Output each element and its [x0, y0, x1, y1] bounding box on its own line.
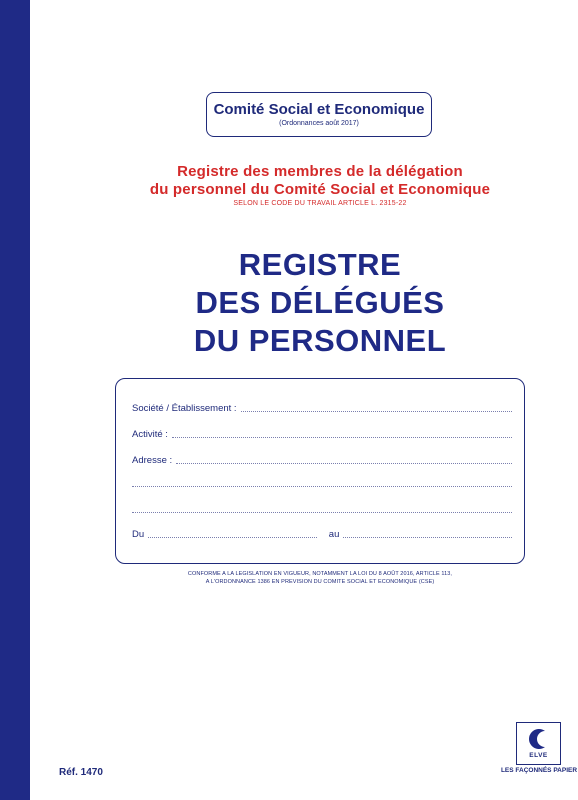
- logo-brand: ELVE: [529, 752, 548, 759]
- legal-notice: [150, 570, 490, 586]
- company-info-form: [115, 378, 525, 564]
- du-field[interactable]: [148, 536, 317, 538]
- main-title-line-3: DU PERSONNEL: [193, 323, 447, 358]
- logo-tagline: LES FAÇONNÉS PAPIER: [500, 767, 578, 774]
- reference-number: Réf. 1470: [59, 767, 103, 778]
- adresse-field-line-3[interactable]: [132, 512, 512, 513]
- societe-field[interactable]: [241, 410, 512, 412]
- main-title-line-1: REGISTRE: [238, 247, 402, 282]
- registry-line-2: du personnel du Comité Social et Economique: [149, 181, 491, 198]
- registry-legal-ref: SELON LE CODE DU TRAVAIL ARTICLE L. 2315-22: [233, 200, 407, 207]
- cse-subtitle: (Ordonnances août 2017): [279, 120, 359, 127]
- elve-logo: [516, 722, 561, 765]
- cse-header-box: [206, 92, 432, 137]
- legal-line-1: CONFORME A LA LEGISLATION EN VIGUEUR, NOTAMMENT LA LOI DU 8 AOÛT 2016, ARTICLE 113,: [187, 571, 453, 577]
- activite-label: Activité :: [132, 429, 168, 440]
- main-title: [140, 246, 500, 360]
- societe-label: Société / Établissement :: [132, 403, 237, 414]
- societe-row: [132, 403, 512, 414]
- registry-line-1: Registre des membres de la délégation: [177, 163, 463, 180]
- au-field[interactable]: [343, 536, 512, 538]
- legal-line-2: A L'ORDONNANCE 1386 EN PREVISION DU COMITE SOCIAL ET ECONOMIQUE (CSE): [205, 579, 435, 585]
- au-label: au: [328, 529, 340, 540]
- registry-description: [140, 163, 500, 207]
- main-title-line-2: DES DÉLÉGUÉS: [195, 285, 445, 320]
- du-label: Du: [132, 529, 145, 540]
- adresse-label: Adresse :: [132, 455, 173, 466]
- activite-field[interactable]: [172, 436, 512, 438]
- crescent-logo-icon: [526, 726, 552, 752]
- cover-spine: [0, 0, 30, 800]
- activite-row: [132, 429, 512, 440]
- adresse-row: [132, 455, 512, 466]
- cse-title: Comité Social et Economique: [213, 101, 425, 118]
- adresse-field-line-2[interactable]: [132, 486, 512, 487]
- adresse-field[interactable]: [176, 462, 512, 464]
- period-row: [132, 529, 512, 540]
